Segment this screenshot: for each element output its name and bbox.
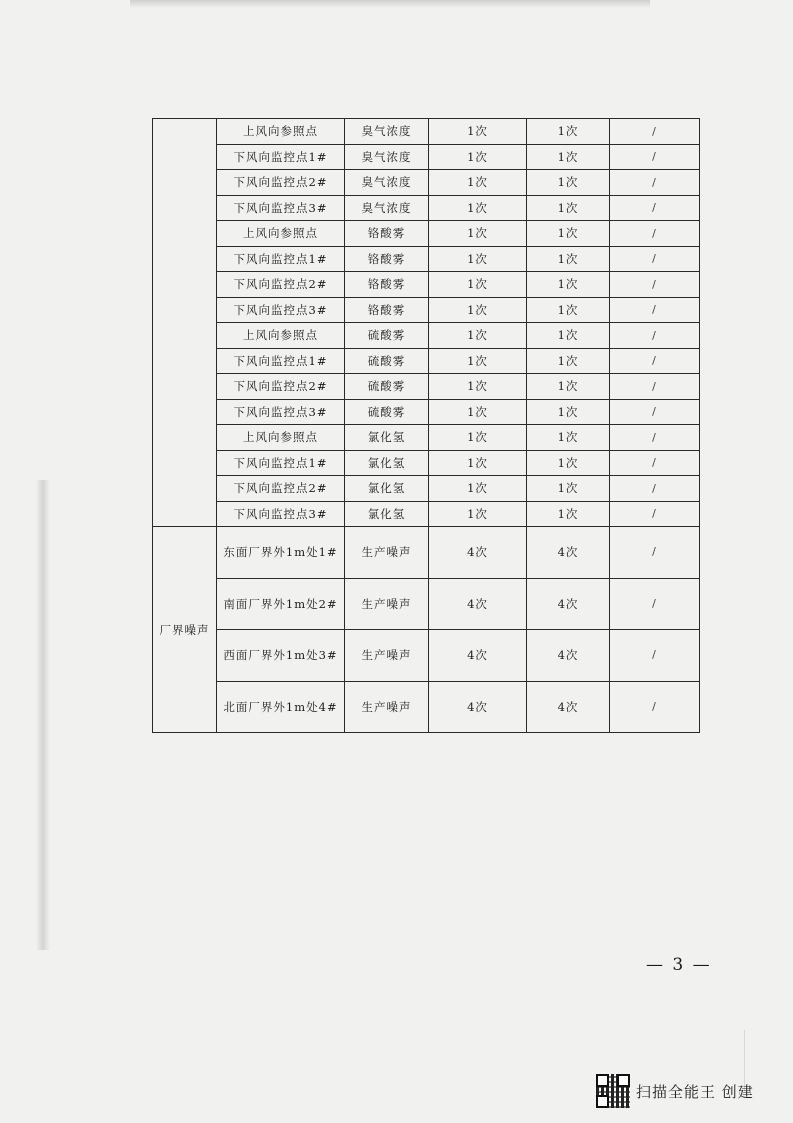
monitoring-item-cell: 臭气浓度 bbox=[345, 119, 429, 145]
monitoring-item-cell: 生产噪声 bbox=[345, 578, 429, 630]
monitoring-item-cell: 臭气浓度 bbox=[345, 170, 429, 196]
table-row bbox=[153, 630, 700, 682]
frequency-b-cell: 1次 bbox=[527, 476, 610, 502]
monitoring-item-cell: 硫酸雾 bbox=[345, 374, 429, 400]
note-cell: / bbox=[610, 323, 700, 349]
table-row bbox=[153, 527, 700, 579]
frequency-b-cell: 1次 bbox=[527, 323, 610, 349]
page-number: — 3 — bbox=[646, 955, 712, 975]
monitoring-point-cell: 东面厂界外1m处1# bbox=[217, 527, 345, 579]
note-cell: / bbox=[610, 348, 700, 374]
monitoring-point-cell: 上风向参照点 bbox=[217, 323, 345, 349]
frequency-a-cell: 1次 bbox=[429, 476, 527, 502]
monitoring-item-cell: 生产噪声 bbox=[345, 681, 429, 733]
monitoring-table bbox=[152, 118, 700, 733]
monitoring-item-cell: 铬酸雾 bbox=[345, 297, 429, 323]
frequency-a-cell: 1次 bbox=[429, 399, 527, 425]
monitoring-point-cell: 下风向监控点1# bbox=[217, 348, 345, 374]
table-row bbox=[153, 246, 700, 272]
frequency-a-cell: 1次 bbox=[429, 246, 527, 272]
monitoring-item-cell: 硫酸雾 bbox=[345, 348, 429, 374]
frequency-b-cell: 1次 bbox=[527, 399, 610, 425]
frequency-a-cell: 4次 bbox=[429, 578, 527, 630]
frequency-b-cell: 1次 bbox=[527, 348, 610, 374]
note-cell: / bbox=[610, 195, 700, 221]
frequency-a-cell: 4次 bbox=[429, 527, 527, 579]
frequency-a-cell: 1次 bbox=[429, 374, 527, 400]
table-row bbox=[153, 681, 700, 733]
frequency-b-cell: 1次 bbox=[527, 425, 610, 451]
monitoring-point-cell: 北面厂界外1m处4# bbox=[217, 681, 345, 733]
monitoring-item-cell: 氯化氢 bbox=[345, 450, 429, 476]
monitoring-point-cell: 下风向监控点3# bbox=[217, 195, 345, 221]
frequency-b-cell: 4次 bbox=[527, 681, 610, 733]
monitoring-item-cell: 氯化氢 bbox=[345, 476, 429, 502]
table-row bbox=[153, 195, 700, 221]
monitoring-item-cell: 生产噪声 bbox=[345, 630, 429, 682]
frequency-a-cell: 4次 bbox=[429, 630, 527, 682]
frequency-a-cell: 4次 bbox=[429, 681, 527, 733]
frequency-b-cell: 4次 bbox=[527, 527, 610, 579]
table-row bbox=[153, 170, 700, 196]
note-cell: / bbox=[610, 425, 700, 451]
frequency-a-cell: 1次 bbox=[429, 221, 527, 247]
monitoring-item-cell: 生产噪声 bbox=[345, 527, 429, 579]
note-cell: / bbox=[610, 527, 700, 579]
monitoring-point-cell: 下风向监控点1# bbox=[217, 246, 345, 272]
frequency-b-cell: 1次 bbox=[527, 450, 610, 476]
monitoring-point-cell: 下风向监控点2# bbox=[217, 374, 345, 400]
monitoring-point-cell: 下风向监控点2# bbox=[217, 272, 345, 298]
frequency-a-cell: 1次 bbox=[429, 297, 527, 323]
frequency-b-cell: 1次 bbox=[527, 119, 610, 145]
category-cell: 厂界噪声 bbox=[153, 527, 217, 733]
frequency-a-cell: 1次 bbox=[429, 501, 527, 527]
frequency-b-cell: 4次 bbox=[527, 630, 610, 682]
monitoring-item-cell: 臭气浓度 bbox=[345, 144, 429, 170]
frequency-a-cell: 1次 bbox=[429, 119, 527, 145]
note-cell: / bbox=[610, 374, 700, 400]
frequency-a-cell: 1次 bbox=[429, 425, 527, 451]
table-row bbox=[153, 501, 700, 527]
note-cell: / bbox=[610, 144, 700, 170]
table-row bbox=[153, 323, 700, 349]
scanner-watermark bbox=[596, 1073, 754, 1109]
monitoring-item-cell: 氯化氢 bbox=[345, 501, 429, 527]
monitoring-item-cell: 臭气浓度 bbox=[345, 195, 429, 221]
table-row bbox=[153, 144, 700, 170]
table-row bbox=[153, 578, 700, 630]
frequency-b-cell: 1次 bbox=[527, 221, 610, 247]
frequency-b-cell: 1次 bbox=[527, 297, 610, 323]
scan-edge-top bbox=[130, 0, 650, 8]
note-cell: / bbox=[610, 501, 700, 527]
note-cell: / bbox=[610, 450, 700, 476]
monitoring-point-cell: 下风向监控点1# bbox=[217, 144, 345, 170]
table-row bbox=[153, 221, 700, 247]
frequency-b-cell: 1次 bbox=[527, 195, 610, 221]
note-cell: / bbox=[610, 630, 700, 682]
frequency-b-cell: 1次 bbox=[527, 170, 610, 196]
frequency-a-cell: 1次 bbox=[429, 450, 527, 476]
watermark-text: 扫描全能王 创建 bbox=[636, 1082, 754, 1101]
qr-code-icon bbox=[596, 1074, 630, 1108]
table-row bbox=[153, 399, 700, 425]
table-row bbox=[153, 272, 700, 298]
note-cell: / bbox=[610, 399, 700, 425]
scan-shadow-left bbox=[36, 480, 50, 950]
monitoring-item-cell: 氯化氢 bbox=[345, 425, 429, 451]
monitoring-point-cell: 下风向监控点2# bbox=[217, 476, 345, 502]
category-cell bbox=[153, 119, 217, 527]
monitoring-table-body bbox=[153, 119, 700, 733]
monitoring-point-cell: 上风向参照点 bbox=[217, 119, 345, 145]
monitoring-point-cell: 上风向参照点 bbox=[217, 221, 345, 247]
note-cell: / bbox=[610, 246, 700, 272]
frequency-a-cell: 1次 bbox=[429, 170, 527, 196]
monitoring-point-cell: 下风向监控点2# bbox=[217, 170, 345, 196]
monitoring-point-cell: 南面厂界外1m处2# bbox=[217, 578, 345, 630]
frequency-b-cell: 1次 bbox=[527, 272, 610, 298]
frequency-b-cell: 1次 bbox=[527, 144, 610, 170]
frequency-a-cell: 1次 bbox=[429, 348, 527, 374]
table-row bbox=[153, 450, 700, 476]
note-cell: / bbox=[610, 297, 700, 323]
note-cell: / bbox=[610, 170, 700, 196]
note-cell: / bbox=[610, 476, 700, 502]
frequency-a-cell: 1次 bbox=[429, 144, 527, 170]
monitoring-item-cell: 硫酸雾 bbox=[345, 323, 429, 349]
monitoring-item-cell: 铬酸雾 bbox=[345, 272, 429, 298]
monitoring-point-cell: 西面厂界外1m处3# bbox=[217, 630, 345, 682]
monitoring-point-cell: 下风向监控点3# bbox=[217, 501, 345, 527]
frequency-b-cell: 1次 bbox=[527, 501, 610, 527]
table-row bbox=[153, 425, 700, 451]
table-row bbox=[153, 297, 700, 323]
frequency-a-cell: 1次 bbox=[429, 272, 527, 298]
monitoring-item-cell: 铬酸雾 bbox=[345, 221, 429, 247]
monitoring-item-cell: 硫酸雾 bbox=[345, 399, 429, 425]
note-cell: / bbox=[610, 119, 700, 145]
frequency-a-cell: 1次 bbox=[429, 195, 527, 221]
frequency-b-cell: 1次 bbox=[527, 246, 610, 272]
monitoring-point-cell: 下风向监控点3# bbox=[217, 399, 345, 425]
table-row bbox=[153, 348, 700, 374]
frequency-b-cell: 4次 bbox=[527, 578, 610, 630]
monitoring-point-cell: 下风向监控点3# bbox=[217, 297, 345, 323]
monitoring-item-cell: 铬酸雾 bbox=[345, 246, 429, 272]
note-cell: / bbox=[610, 272, 700, 298]
note-cell: / bbox=[610, 681, 700, 733]
table-row bbox=[153, 374, 700, 400]
monitoring-point-cell: 上风向参照点 bbox=[217, 425, 345, 451]
frequency-a-cell: 1次 bbox=[429, 323, 527, 349]
note-cell: / bbox=[610, 578, 700, 630]
frequency-b-cell: 1次 bbox=[527, 374, 610, 400]
table-row bbox=[153, 119, 700, 145]
note-cell: / bbox=[610, 221, 700, 247]
monitoring-point-cell: 下风向监控点1# bbox=[217, 450, 345, 476]
table-row bbox=[153, 476, 700, 502]
